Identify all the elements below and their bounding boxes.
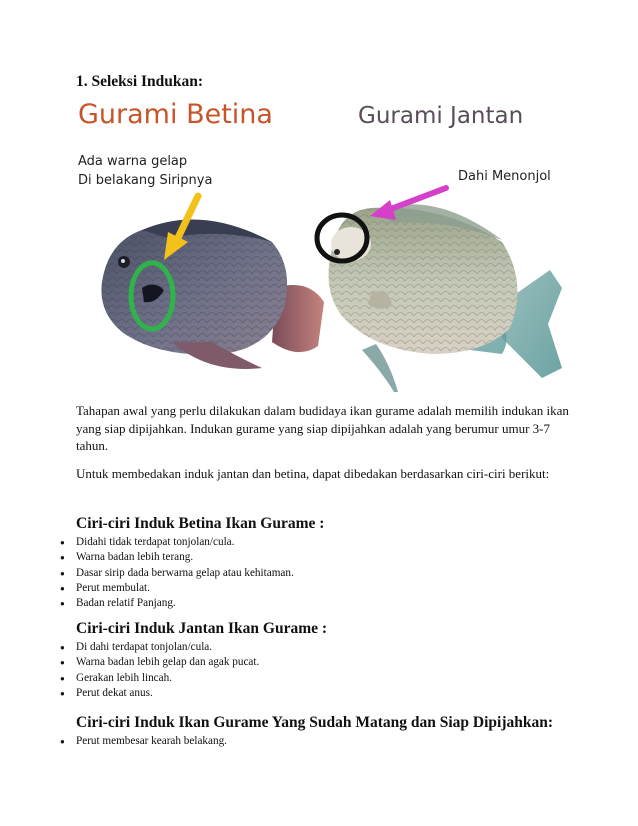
list-item: ● Warna badan lebih terang. — [60, 550, 294, 565]
list-item: ● Dasar sirip dada berwarna gelap atau kehitaman. — [60, 566, 294, 581]
criteria-intro-paragraph: Untuk membedakan induk jantan dan betina, dapat dibedakan berdasarkan ciri-ciri berikut: — [76, 466, 550, 481]
heading-ciri-jantan: Ciri-ciri Induk Jantan Ikan Gurame : — [76, 620, 328, 637]
label-gurami-betina: Gurami Betina — [78, 99, 273, 130]
list-item: ● Warna badan lebih gelap dan agak pucat. — [60, 655, 259, 670]
male-fish — [329, 204, 562, 392]
intro-paragraph: Tahapan awal yang perlu dilakukan dalam budidaya ikan gurame adalah memilih indukan ikan yang siap dipijahkan. Indukan gurame yang siap dipijahkan adalah yang berumur umur 3-7 tahun. — [76, 403, 569, 453]
annotation-female-line1: Ada warna gelap — [78, 154, 188, 169]
list-item: ● Badan relatif Panjang. — [60, 596, 294, 611]
annotation-dahi-menonjol: Dahi Menonjol — [458, 169, 551, 184]
list-item: ● Perut membulat. — [60, 581, 294, 596]
list-ciri-betina — [60, 535, 294, 611]
section-heading-seleksi: 1. Seleksi Indukan: — [76, 73, 204, 90]
label-gurami-jantan: Gurami Jantan — [358, 103, 524, 129]
female-fish — [101, 219, 324, 369]
heading-ciri-betina: Ciri-ciri Induk Betina Ikan Gurame : — [76, 515, 325, 532]
list-ciri-jantan — [60, 640, 259, 701]
list-item: ● Di dahi terdapat tonjolan/cula. — [60, 640, 259, 655]
list-item: ● Perut membesar kearah belakang. — [60, 734, 227, 749]
list-item: ● Perut dekat anus. — [60, 686, 259, 701]
gurami-comparison-image — [72, 92, 572, 398]
annotation-female-line2: Di belakang Siripnya — [78, 173, 213, 188]
heading-ciri-matang: Ciri-ciri Induk Ikan Gurame Yang Sudah Matang dan Siap Dipijahkan: — [76, 714, 554, 731]
list-item: ● Didahi tidak terdapat tonjolan/cula. — [60, 535, 294, 550]
list-item: ● Gerakan lebih lincah. — [60, 671, 259, 686]
list-ciri-matang — [60, 734, 227, 749]
